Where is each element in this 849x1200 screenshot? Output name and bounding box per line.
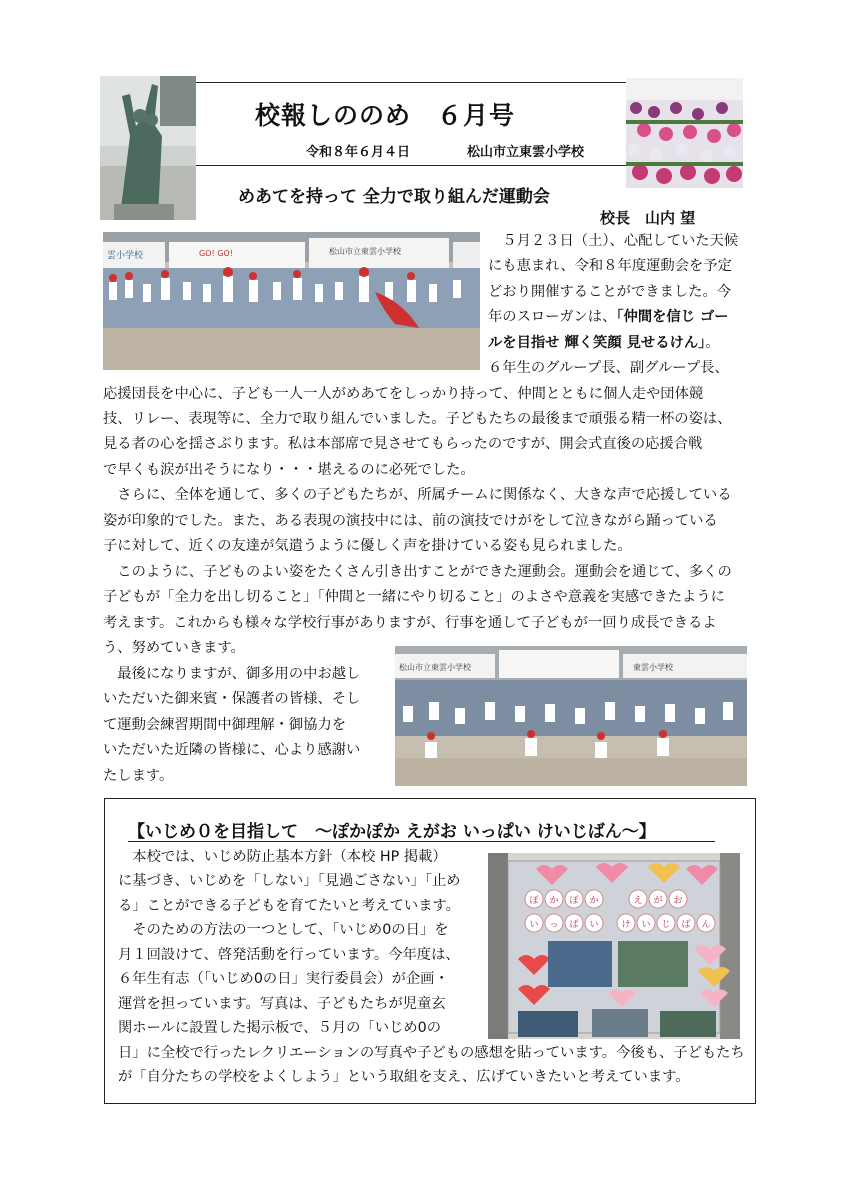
board-letter: ぽ (529, 896, 539, 906)
bullying-line: が「自分たちの学校をよくしよう」という取組を支え、広げていきたいと考えています。 (118, 1069, 690, 1085)
bulletin-board-photo (488, 853, 740, 1039)
newsletter-title: 校報しののめ ６月号 (255, 101, 516, 130)
board-letter: か (589, 896, 599, 906)
article-line: う、努めていきます。 (103, 640, 245, 656)
bullying-line: に基づき、いじめを「しない」「見過ごさない」「止め (118, 873, 461, 889)
bullying-line: ６年生有志（「いじめ0の日」実行委員会）が企画・ (118, 971, 449, 987)
article-line: このように、子どものよい姿をたくさん引き出すことができた運動会。運動会を通じて、多くの (103, 564, 732, 580)
article-line: 応援団長を中心に、子ども一人一人がめあてをしっかり持って、仲間とともに個人走や団体競 (103, 386, 704, 402)
board-letter: じ (661, 920, 671, 930)
tent-banner-2: GO! GO! (199, 249, 233, 258)
board-letter: お (673, 896, 683, 906)
article-author: 校長 山内 望 (600, 209, 696, 227)
flowers-photo (626, 78, 743, 188)
school-name: 松山市立東雲小学校 (467, 145, 585, 160)
article-line: ６年生のグループ長、副グループ長、 (488, 360, 729, 376)
bullying-line: 関ホールに設置した掲示板で、５月の「いじめ0の (118, 1020, 442, 1036)
bullying-line: 運営を担っています。写真は、子どもたちが児童玄 (118, 996, 446, 1012)
header-bottom-rule (196, 165, 626, 166)
article-line: 子に対して、近くの友達が気遣うように優しく声を掛けている姿も見られました。 (103, 538, 632, 554)
article-line: 姿が印象的でした。また、ある表現の演技中には、前の演技でけがをして泣きながら踊っている (103, 513, 718, 529)
board-letter: っ (549, 920, 559, 930)
slogan-part-2: ルを目指せ 輝く笑顔 見せるけん」 (488, 335, 706, 351)
tent-banner-3: 松山市立東雲小学校 (329, 247, 401, 256)
article-line: にも恵まれ、令和８年度運動会を予定 (488, 258, 732, 274)
tent-banner-5: 東雲小学校 (633, 663, 673, 672)
anti-bullying-title: 【いじめ０を目指して ～ぽかぽか えがお いっぱい けいじばん～】 (128, 822, 656, 842)
article-line: さらに、全体を通して、多くの子どもたちが、所属チームに関係なく、大きな声で応援している (103, 487, 732, 503)
article-line: で早くも涙が出そうになり・・・堪えるのに必死でした。 (103, 462, 475, 478)
board-letter: ん (701, 920, 711, 930)
board-letter: ぽ (569, 896, 579, 906)
board-letter: が (653, 896, 663, 906)
article-line: いただいた近隣の皆様に、心より感謝い (103, 742, 361, 758)
board-letter: ぱ (569, 920, 579, 930)
board-letter: か (549, 896, 559, 906)
board-letter: い (589, 920, 599, 930)
article-line: ルを目指せ 輝く笑顔 見せるけん」。 (488, 335, 720, 351)
article-line: たします。 (103, 768, 174, 784)
article-line: て運動会練習期間中御理解・御協力を (103, 717, 347, 733)
anti-bullying-title-underline (128, 841, 715, 842)
board-letter: け (621, 920, 631, 930)
bullying-line: 日」に全校で行ったレクリエーションの写真や子どもの感想を貼っています。今後も、子どもたち (118, 1045, 745, 1061)
board-letter: い (529, 920, 539, 930)
article-line: どおり開催することができました。今 (488, 284, 732, 300)
article-line: 考えます。これからも様々な学校行事がありますが、行事を通して子どもが一回り成長できるよ (103, 615, 717, 631)
issue-date: 令和８年６月４日 (306, 145, 411, 160)
tent-banner-1: 雲小学校 (107, 251, 144, 261)
slogan-part-1: 「仲間を信じ ゴー (616, 309, 729, 325)
article-line: 技、リレー、表現等に、全力で取り組んでいました。子どもたちの最後まで頑張る精一杯の姿は、 (103, 411, 732, 427)
header-top-rule (196, 82, 626, 83)
article-line: ５月２３日（土）、心配していた天候 (488, 233, 739, 249)
article-line: 子どもが「全力を出し切ること」「仲間と一緒にやり切ること」のよさや意義を実感できたように (103, 589, 725, 605)
article-line: 最後になりますが、御多用の中お越し (103, 666, 361, 682)
sports-day-crouch-photo (395, 646, 747, 786)
board-letter: ば (681, 920, 691, 930)
board-letter: え (633, 896, 643, 906)
article-line: 見る者の心を揺さぶります。私は本部席で見させてもらったのですが、開会式直後の応援合戦 (103, 436, 703, 452)
bullying-line: 本校では、いじめ防止基本方針（本校 HP 掲載） (118, 849, 447, 865)
tent-banner-4: 松山市立東雲小学校 (399, 663, 471, 672)
article-line: いただいた御来賓・保護者の皆様、そし (103, 691, 361, 707)
sports-day-dance-photo (103, 232, 480, 370)
article-line: 年のスローガンは、「仲間を信じ ゴー (488, 309, 729, 325)
bullying-line: そのための方法の一つとして、「いじめ0の日」を (118, 922, 449, 938)
bullying-line: る」ことができる子どもを育てたいと考えています。 (118, 898, 460, 914)
bullying-line: 月１回設けて、啓発活動を行っています。今年度は、 (118, 947, 460, 963)
statue-photo (100, 76, 196, 220)
board-letter: い (641, 920, 651, 930)
article-headline: めあてを持って 全力で取り組んだ運動会 (238, 187, 550, 207)
